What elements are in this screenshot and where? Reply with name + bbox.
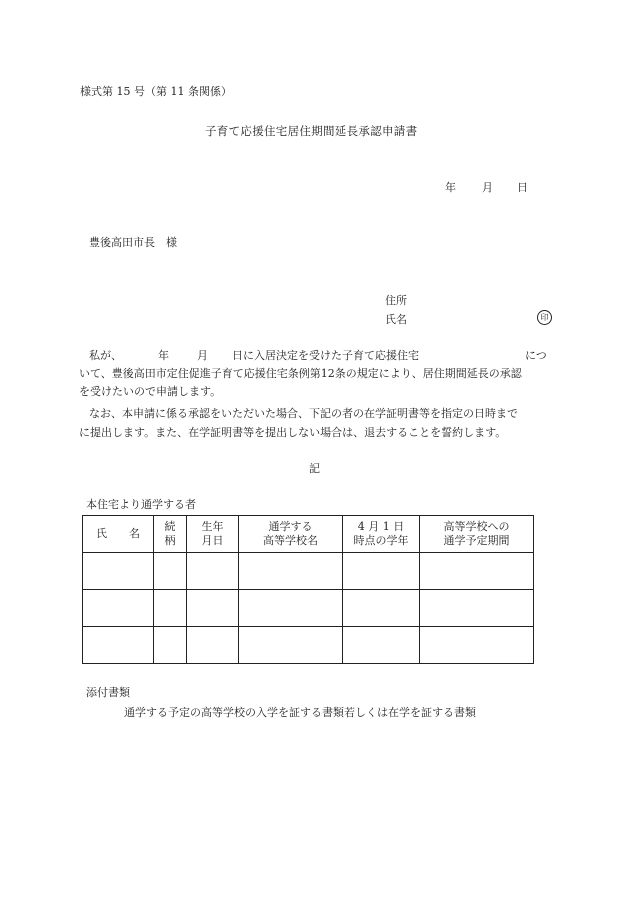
body-line1-a: 私が、 [89, 349, 122, 362]
cell-name[interactable] [83, 553, 154, 590]
table-caption: 本住宅より通学する者 [86, 498, 196, 511]
cell-period[interactable] [420, 627, 534, 664]
document-title: 子育て応援住宅居住期間延長承認申請書 [205, 124, 418, 138]
body-line4: なお、本申請に係る承認をいただいた場合、下記の者の在学証明書等を指定の日時まで [89, 407, 518, 420]
body-line1-month: 月 [197, 349, 208, 362]
cell-birth[interactable] [187, 553, 239, 590]
body-line1-e: につ [525, 349, 547, 362]
header-period-line2: 通学予定期間 [443, 534, 510, 547]
table-row [83, 590, 534, 627]
cell-grade[interactable] [343, 590, 420, 627]
cell-relation[interactable] [154, 627, 187, 664]
cell-school[interactable] [239, 627, 343, 664]
header-birth [187, 516, 239, 553]
cell-relation[interactable] [154, 590, 187, 627]
cell-birth[interactable] [187, 627, 239, 664]
cell-school[interactable] [239, 553, 343, 590]
cell-name[interactable] [83, 590, 154, 627]
header-grade-line1: 4 月 1 日 [357, 520, 405, 533]
attachments-label: 添付書類 [86, 686, 130, 699]
header-school-line1: 通学する [268, 520, 313, 533]
name-label: 氏名 [385, 313, 407, 326]
cell-period[interactable] [420, 590, 534, 627]
cell-grade[interactable] [343, 553, 420, 590]
header-period [420, 516, 534, 553]
form-id: 様式第 15 号（第 11 条関係） [80, 85, 232, 98]
table-row [83, 553, 534, 590]
header-school-line2: 高等学校名 [263, 534, 318, 547]
header-school [239, 516, 343, 553]
cell-relation[interactable] [154, 553, 187, 590]
body-line1-year: 年 [158, 349, 169, 362]
cell-grade[interactable] [343, 627, 420, 664]
header-birth-line1: 生年 [201, 520, 224, 533]
cell-school[interactable] [239, 590, 343, 627]
header-relation-line2: 柄 [164, 534, 176, 547]
table-row [83, 627, 534, 664]
body-line5: に提出します。また、在学証明書等を提出しない場合は、退去することを誓約します。 [79, 426, 507, 439]
address-label: 住所 [385, 294, 407, 307]
recipient: 豊後高田市長 様 [89, 236, 177, 249]
body-line2: いて、豊後高田市定住促進子育て応援住宅条例第12条の規定により、居住期間延長の承認 [79, 367, 522, 380]
date-day-label: 日 [517, 181, 528, 194]
header-name: 氏 名 [83, 516, 154, 553]
table-header-row [83, 516, 534, 553]
header-relation [154, 516, 187, 553]
body-line3: を受けたいので申請します。 [79, 385, 222, 398]
header-birth-line2: 月日 [201, 534, 224, 547]
seal-mark: 印 [537, 310, 552, 325]
header-grade-line2: 時点の学年 [353, 534, 409, 547]
cell-period[interactable] [420, 553, 534, 590]
date-month-label: 月 [482, 181, 493, 194]
attachments-item: 通学する予定の高等学校の入学を証する書類若しくは在学を証する書類 [124, 706, 476, 719]
cell-name[interactable] [83, 627, 154, 664]
ki-heading: 記 [309, 462, 320, 475]
body-line1-d: 日に入居決定を受けた子育て応援住宅 [232, 349, 419, 362]
cell-birth[interactable] [187, 590, 239, 627]
header-period-line1: 高等学校への [443, 520, 510, 533]
students-table [82, 515, 534, 664]
header-relation-line1: 続 [164, 520, 176, 533]
date-year-label: 年 [445, 181, 456, 194]
header-grade [343, 516, 420, 553]
